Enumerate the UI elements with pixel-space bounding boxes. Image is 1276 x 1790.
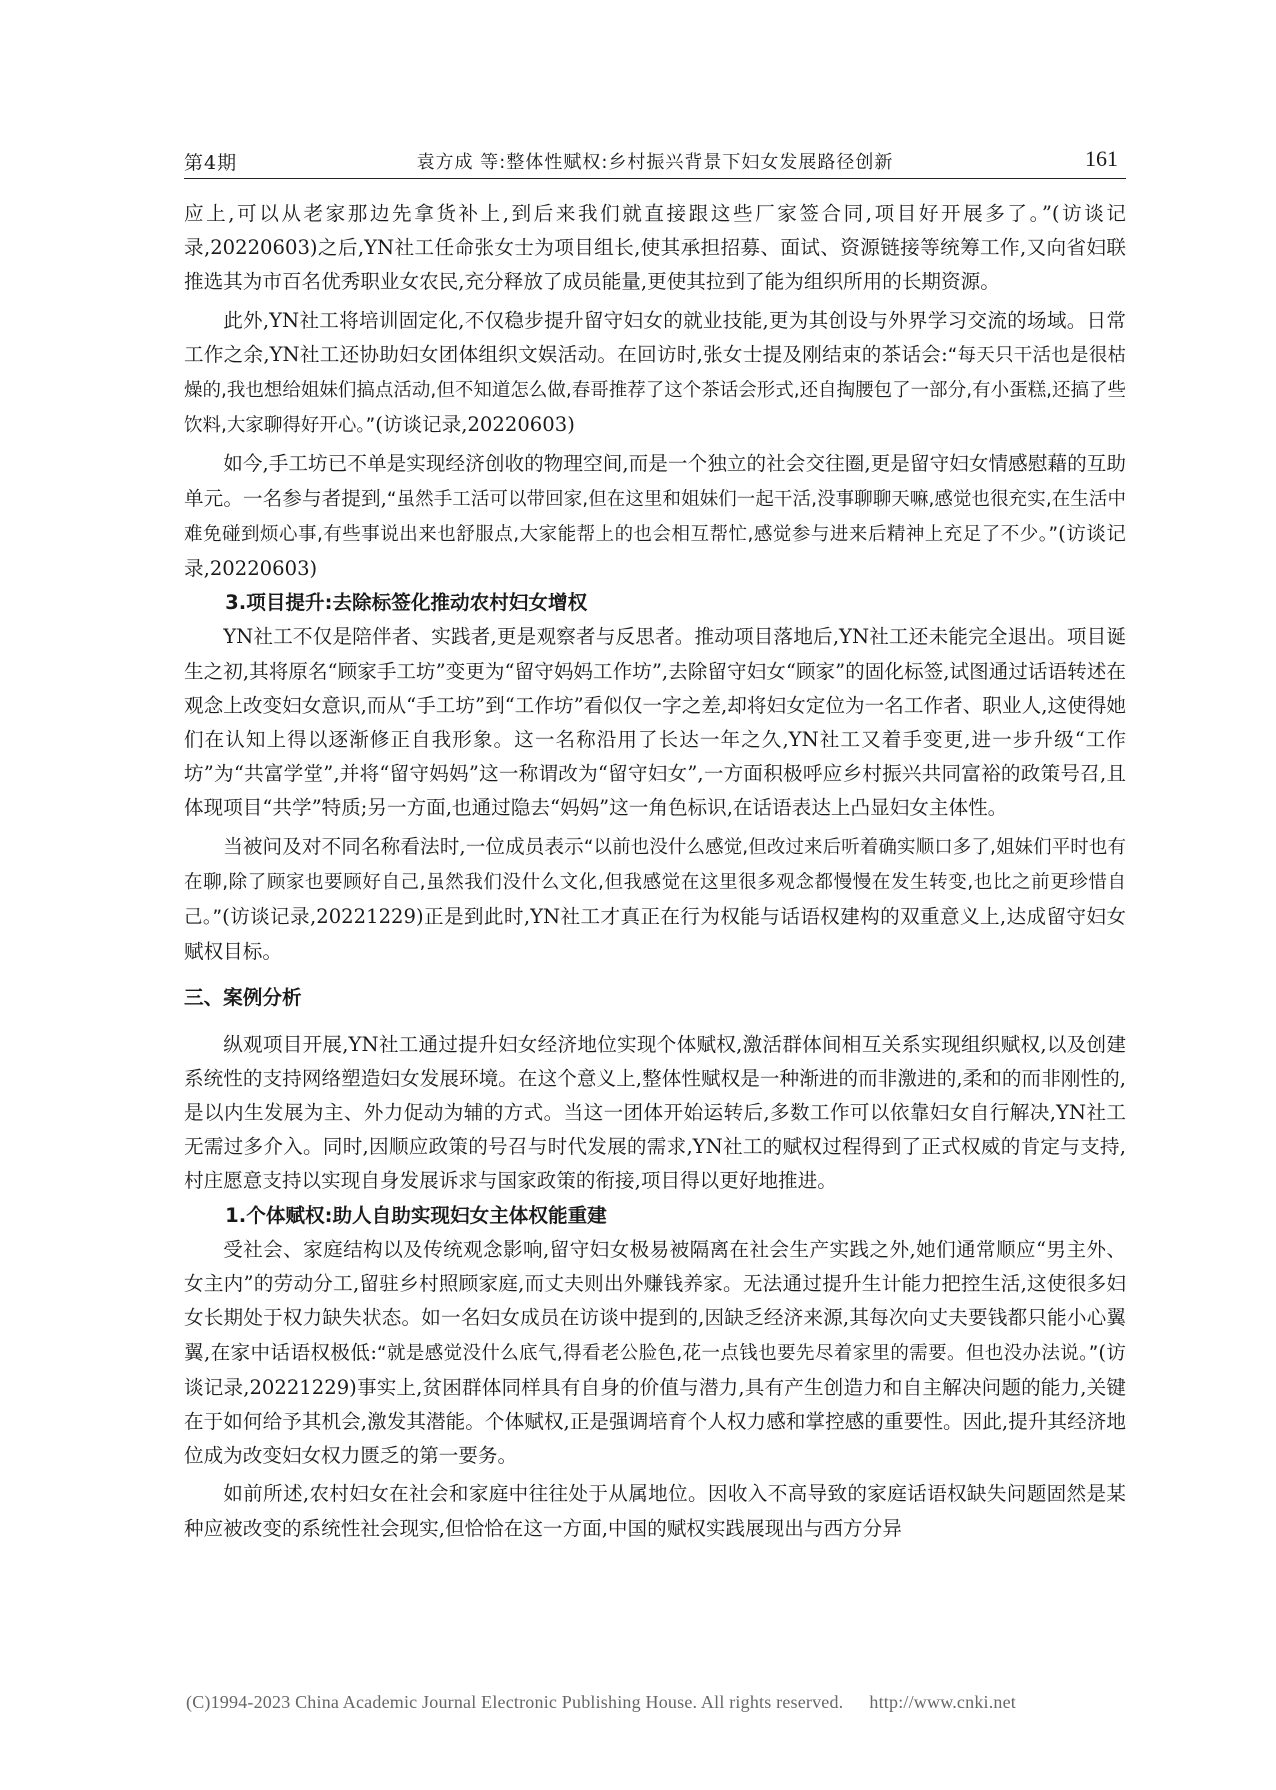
paragraph: 此外,YN社工将培训固定化,不仅稳步提升留守妇女的就业技能,更为其创设与外界学习交流的场域。日常工作之余,YN社工还协助妇女团体组织文娱活动。在回访时,张女士提及刚结束的茶话会:“每天只干活也是很枯燥的,我也想给姐妹们搞点活动,但不知道怎么做,春哥推荐了这个茶话会形式,还自掏腰包了一部分,有小蛋糕,还搞了些饮料,大家聊得好开心。”(访谈记录,20220603)	[184, 308, 1127, 437]
interview-quote: “每天只干活也是很枯燥的,我也想给姐妹们搞点活动,但不知道怎么做,春哥推荐了这个茶话会形式,还自掏腰包了一部分,有小蛋糕,还搞了些饮料,大家聊得好开心。”	[184, 344, 1127, 437]
subsection-heading: 1.个体赋权:助人自助实现妇女主体权能重建	[225, 1203, 607, 1227]
article-body	[184, 197, 1126, 1546]
cnki-url: http://www.cnki.net	[869, 1692, 1017, 1712]
copyright-notice: (C)1994-2023 China Academic Journal Electronic Publishing House. All rights reserved.	[186, 1692, 844, 1712]
paragraph: 当被问及对不同名称看法时,一位成员表示“以前也没什么感觉,但改过来后听着确实顺口多了,姐妹们平时也有在聊,除了顾家也要顾好自己,虽然我们没什么文化,但我感觉在这里很多观念都慢慢在发生转变,也比之前更珍惜自己。”(访谈记录,20221229)正是到此时,YN社工才真正在行为权能与话语权建构的双重意义上,达成留守妇女赋权目标。	[184, 834, 1126, 964]
section-heading: 三、案例分析	[184, 986, 302, 1010]
paragraph: 受社会、家庭结构以及传统观念影响,留守妇女极易被隔离在社会生产实践之外,她们通常顺应“男主外、女主内”的劳动分工,留驻乡村照顾家庭,而丈夫则出外赚钱养家。无法通过提升生计能力把控生活,这使很多妇女长期处于权力缺失状态。如一名妇女成员在访谈中提到的,因缺乏经济来源,其每次向丈夫要钱都只能小心翼翼,在家中话语权极低:“就是感觉没什么底气,得看老公脸色,花一点钱也要先尽着家里的需要。但也没办法说。”(访谈记录,20221229)事实上,贫困群体同样具有自身的价值与潜力,具有产生创造力和自主解决问题的能力,关键在于如何给予其机会,激发其潜能。个体赋权,正是强调培育个人权力感和掌控感的重要性。因此,提升其经济地位成为改变妇女权力匮乏的第一要务。	[184, 1237, 1126, 1468]
page-header	[184, 148, 1126, 179]
paragraph: 应上,可以从老家那边先拿货补上,到后来我们就直接跟这些厂家签合同,项目好开展多了。”(访谈记录,20220603)之后,YN社工任命张女士为项目组长,使其承担招募、面试、资源链接等统筹工作,又向省妇联推选其为市百名优秀职业女农民,充分释放了成员能量,更使其拉到了能为组织所用的长期资源。	[184, 202, 1126, 294]
interview-quote: “以前也没什么感觉,但改过来后听着确实顺口多了,姐妹们平时也有在聊,除了顾家也要顾好自己,虽然我们没什么文化,但我感觉在这里很多观念都慢慢在发生转变,也比之前更珍惜自己。”	[184, 836, 1126, 929]
paragraph: 纵观项目开展,YN社工通过提升妇女经济地位实现个体赋权,激活群体间相互关系实现组织赋权,以及创建系统性的支持网络塑造妇女发展环境。在这个意义上,整体性赋权是一种渐进的而非激进的,柔和的而非刚性的,是以内生发展为主、外力促动为辅的方式。当这一团体开始运转后,多数工作可以依靠妇女自行解决,YN社工无需过多介入。同时,因顺应政策的号召与时代发展的需求,YN社工的赋权过程得到了正式权威的肯定与支持,村庄愿意支持以实现自身发展诉求与国家政策的衔接,项目得以更好地推进。	[184, 1032, 1126, 1193]
paragraph: YN社工不仅是陪伴者、实践者,更是观察者与反思者。推动项目落地后,YN社工还未能完全退出。项目诞生之初,其将原名“顾家手工坊”变更为“留守妈妈工作坊”,去除留守妇女“顾家”的固化标签,试图通过话语转述在观念上改变妇女意识,而从“手工坊”到“工作坊”看似仅一字之差,却将妇女定位为一名工作者、职业人,这使得她们在认知上得以逐渐修正自我形象。这一名称沿用了长达一年之久,YN社工又着手变更,进一步升级“工作坊”为“共富学堂”,并将“留守妈妈”这一称谓改为“留守妇女”,一方面积极呼应乡村振兴共同富裕的政策号召,且体现项目“共学”特质;另一方面,也通过隐去“妈妈”这一角色标识,在话语表达上凸显妇女主体性。	[184, 625, 1126, 820]
page-footer	[186, 1692, 1126, 1713]
running-title: 袁方成 等:整体性赋权:乡村振兴背景下妇女发展路径创新	[416, 152, 894, 173]
subsection-heading: 3.项目提升:去除标签化推动农村妇女增权	[225, 591, 588, 615]
paragraph: 如今,手工坊已不单是实现经济创收的物理空间,而是一个独立的社会交往圈,更是留守妇女情感慰藉的互助单元。一名参与者提到,“虽然手工活可以带回家,但在这里和姐妹们一起干活,没事聊聊天嘛,感觉也很充实,在生活中难免碰到烦心事,有些事说出来也舒服点,大家能帮上的也会相互帮忙,感觉参与进来后精神上充足了不少。”(访谈记录,20220603)	[184, 452, 1126, 581]
paragraph: 如前所述,农村妇女在社会和家庭中往往处于从属地位。因收入不高导致的家庭话语权缺失问题固然是某种应被改变的系统性社会现实,但恰恰在这一方面,中国的赋权实践展现出与西方分异	[184, 1482, 1126, 1540]
interview-quote: “虽然手工活可以带回家,但在这里和姐妹们一起干活,没事聊聊天嘛,感觉也很充实,在生活中难免碰到烦心事,有些事说出来也舒服点,大家能帮上的也会相互帮忙,感觉参与进来后精神上充足了不少。”	[184, 488, 1126, 545]
interview-quote: “就是感觉没什么底气,得看老公脸色,花一点钱也要先尽着家里的需要。但也没办法说。”	[376, 1342, 1099, 1364]
issue-label: 第4期	[184, 152, 238, 174]
page-number: 161	[1085, 146, 1118, 171]
